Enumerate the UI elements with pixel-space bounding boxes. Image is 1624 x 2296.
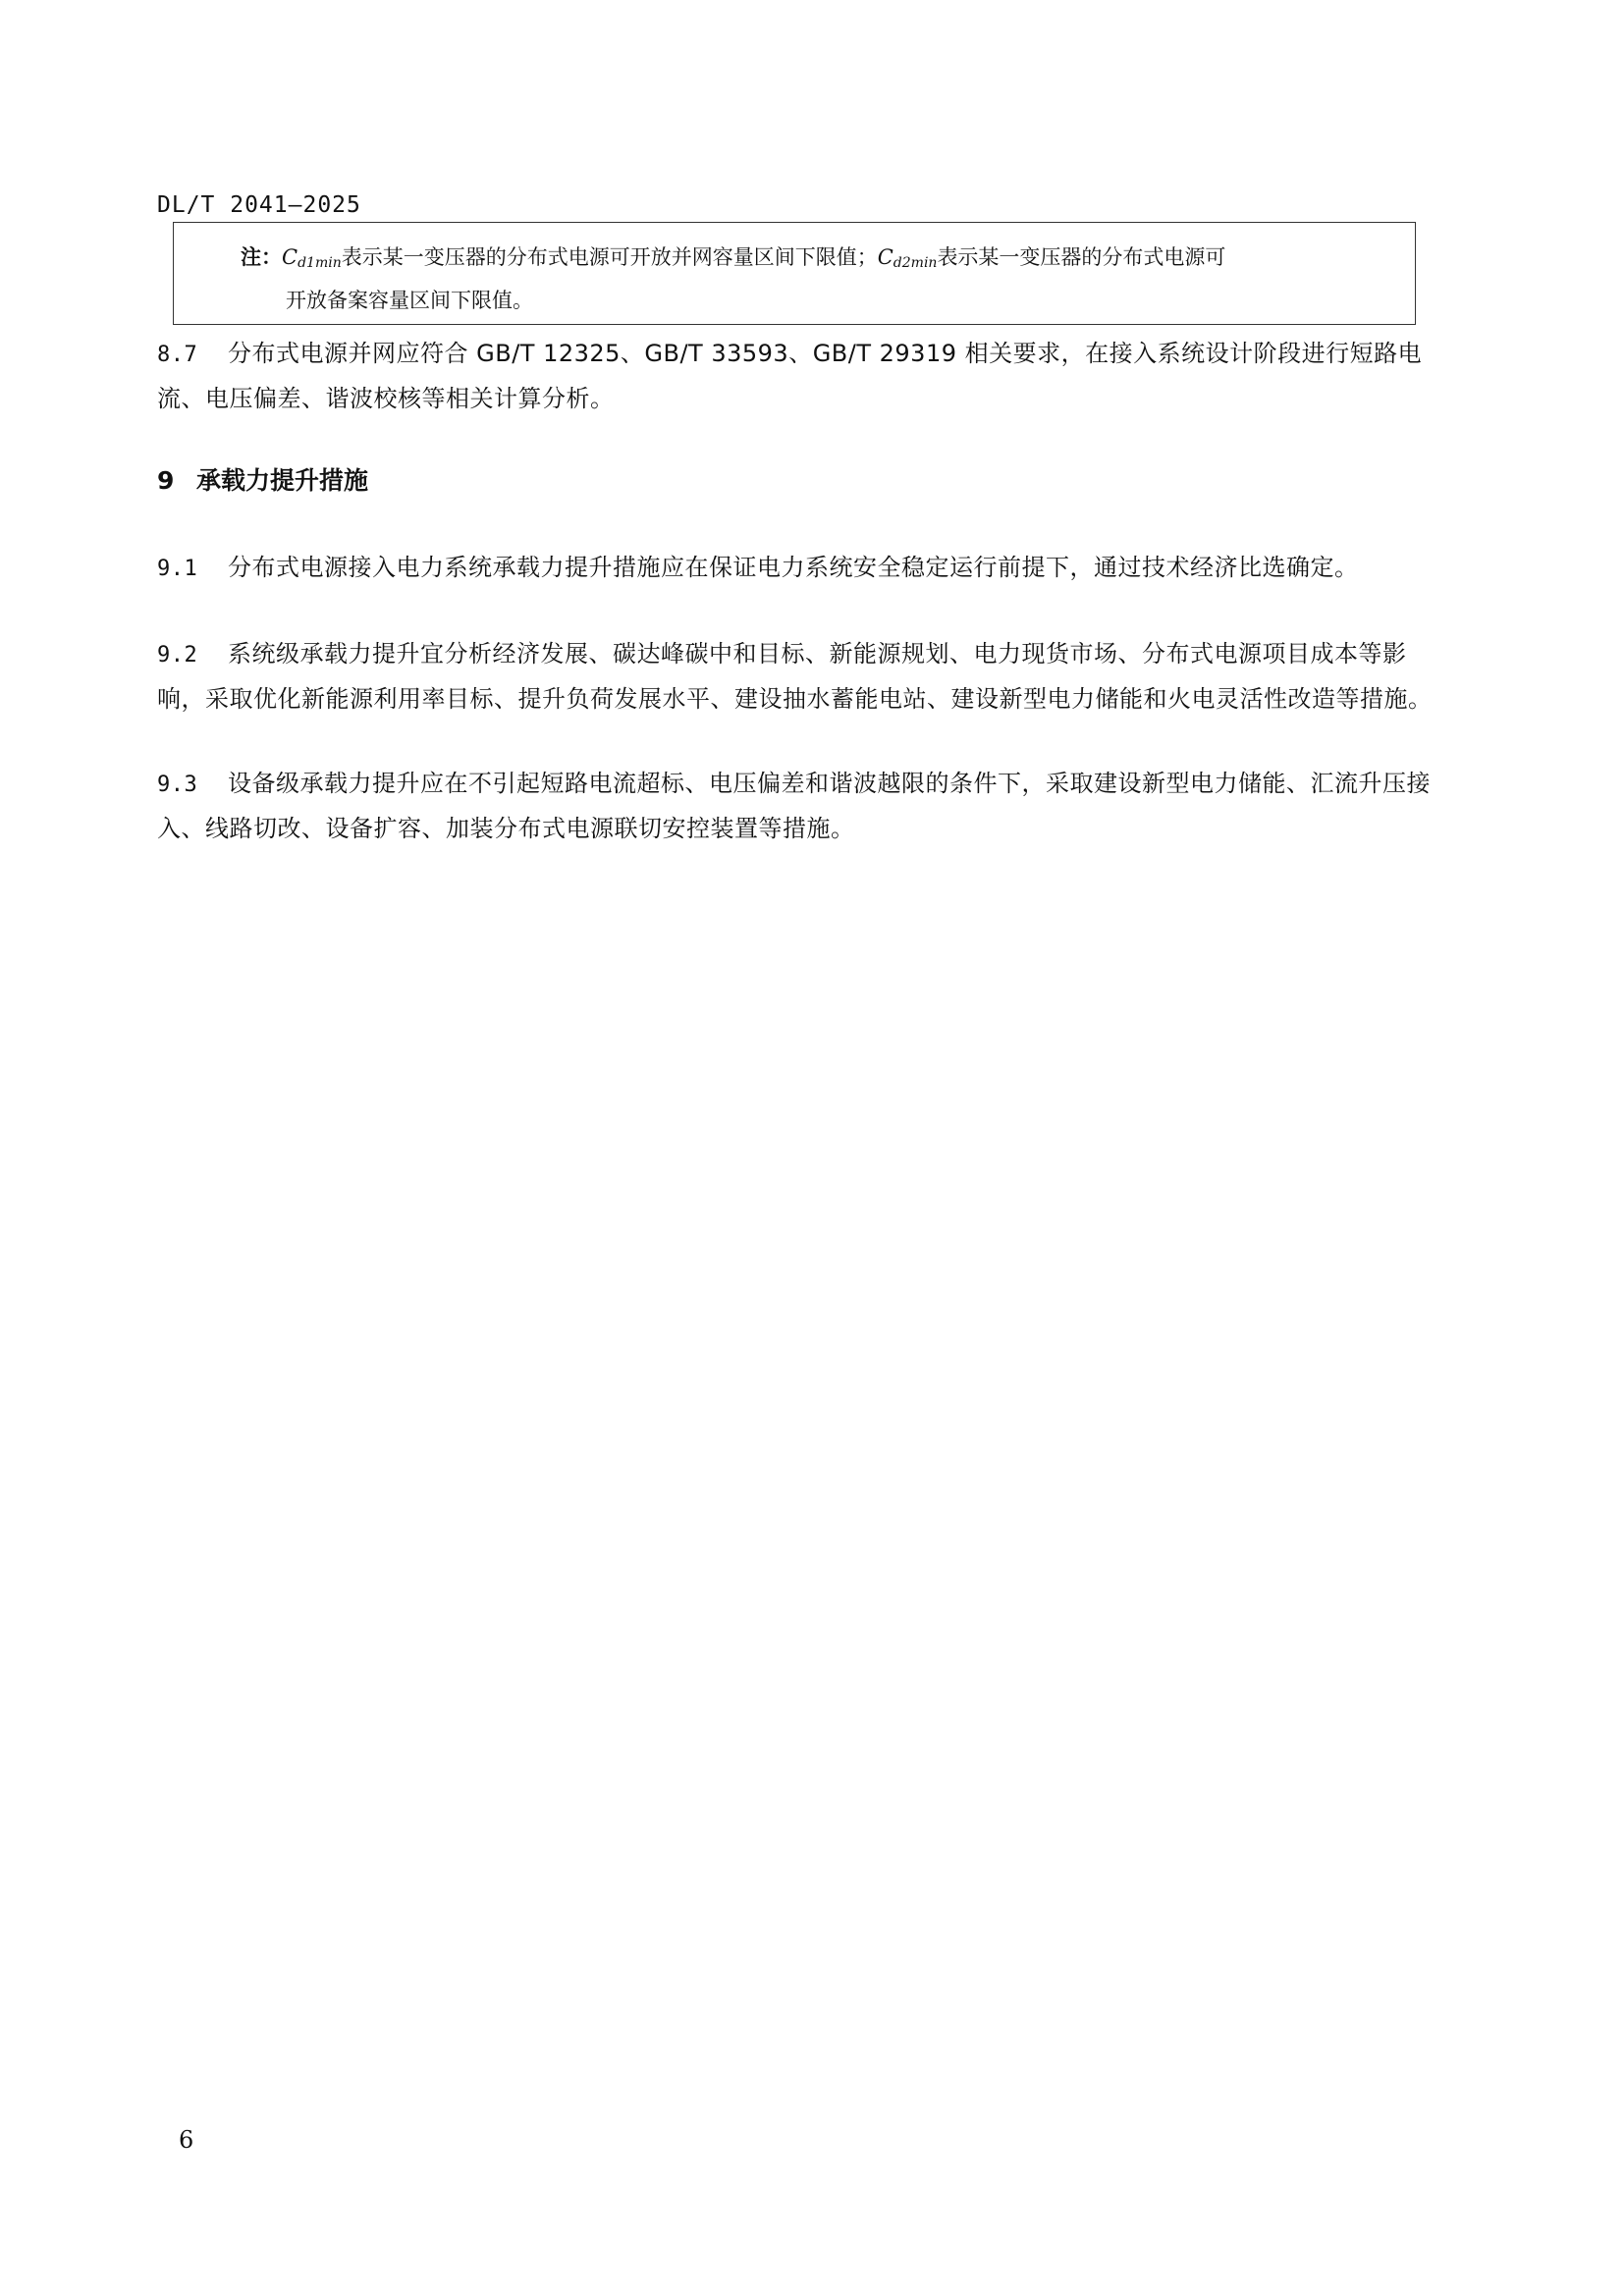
document-id-header: DL/T 2041—2025 (157, 192, 361, 218)
clause-text: 分布式电源并网应符合 GB/T 12325、GB/T 33593、GB/T 29319 相关要求，在接入系统设计阶段进行短路电流、电压偏差、谐波校核等相关计算分析。 (157, 340, 1423, 412)
clause-number: 9.2 (157, 643, 198, 667)
note-text-2: 表示某一变压器的分布式电源可 (937, 245, 1226, 269)
clause-text: 分布式电源接入电力系统承载力提升措施应在保证电力系统安全稳定运行前提下，通过技术经济比选确定。 (228, 554, 1359, 581)
note-text-3: 开放备案容量区间下限值。 (286, 289, 533, 312)
clause-9-3 (157, 762, 1445, 850)
symbol-c-d1min: $C_{d1min}$ (282, 245, 342, 271)
clause-text: 设备级承载力提升应在不引起短路电流超标、电压偏差和谐波越限的条件下，采取建设新型电力储能、汇流升压接入、线路切改、设备扩容、加装分布式电源联切安控装置等措施。 (157, 770, 1431, 842)
clause-9-2 (157, 632, 1445, 721)
clause-9-1 (157, 546, 1445, 591)
section-heading-9 (157, 461, 368, 497)
clause-number: 9.3 (157, 773, 198, 797)
clause-text: 系统级承载力提升宜分析经济发展、碳达峰碳中和目标、新能源规划、电力现货市场、分布式电源项目成本等影响，采取优化新能源利用率目标、提升负荷发展水平、建设抽水蓄能电站、建设新型电力储能和火电灵活性改造等措施。 (157, 640, 1433, 713)
clause-number: 8.7 (157, 343, 198, 367)
section-title: 承载力提升措施 (196, 466, 369, 495)
clause-8-7 (157, 332, 1445, 420)
page-number: 6 (179, 2126, 194, 2154)
section-number: 9 (157, 466, 175, 495)
note-box (173, 222, 1416, 325)
note-label: 注： (241, 245, 282, 269)
symbol-c-d2min: $C_{d2min}$ (877, 245, 938, 271)
note-text-1: 表示某一变压器的分布式电源可开放并网容量区间下限值； (341, 245, 878, 269)
clause-number: 9.1 (157, 557, 198, 581)
